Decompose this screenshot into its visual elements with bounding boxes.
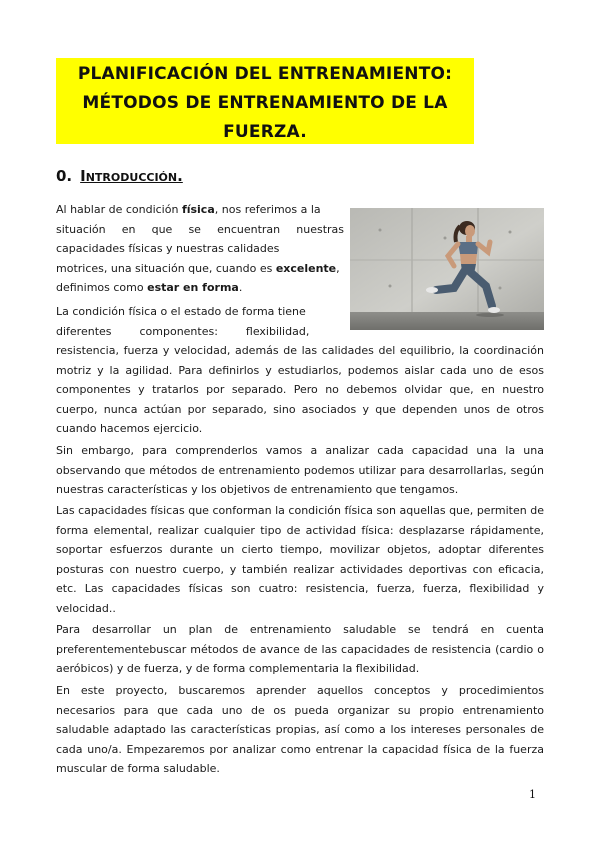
title-line-3: FUERZA. bbox=[223, 122, 307, 142]
p1-line-2: situación en que se encuentran nuestras bbox=[56, 222, 344, 236]
section-title: Introducción. bbox=[80, 167, 183, 185]
p2-line-2: diferentes componentes: flexibilidad, bbox=[56, 324, 310, 338]
paragraph-6: En este proyecto, buscaremos aprender aquellos conceptos y procedimientos necesarios para que cada uno de os pueda organizar su propio entrenamiento saludable adaptado las características propias, así como a los intereses personales de cada uno/a. Empezaremos por analizar como entrenar la capacidad física de la fuerza muscular de forma saludable. bbox=[56, 684, 544, 775]
paragraph-1 bbox=[56, 200, 344, 298]
p2-line-1: La condición física o el estado de forma tiene bbox=[56, 305, 306, 318]
p1-keyword-excelente: excelente bbox=[275, 261, 337, 275]
p1-line-3: capacidades físicas y nuestras calidades bbox=[56, 242, 280, 255]
paragraph-2-start bbox=[56, 302, 344, 341]
runner-photo bbox=[350, 208, 544, 330]
p1-line-1b: , nos referimos a la bbox=[214, 203, 321, 216]
p1-line-5a: definimos como bbox=[56, 281, 148, 294]
p1-keyword-estar-en-forma: estar en forma bbox=[147, 281, 239, 294]
paragraph-4: Las capacidades físicas que conforman la condición física son aquellas que, permiten de forma elemental, realizar cualquier tipo de actividad física: desplazarse rápidamente, soportar esfuerzos durante un cierto tiempo, movilizar objetos, adoptar diferentes posturas con nuestro cuerpo, y también realizar actividades deportivas con eficacia, etc. Las capacidades físicas son cuatro: resistencia, fuerza, fuerza, flexibilidad y velocidad.. bbox=[56, 504, 544, 615]
p1-line-1a: Al hablar de condición bbox=[56, 203, 182, 216]
section-number: 0. bbox=[56, 167, 73, 185]
page-number: 1 bbox=[529, 788, 536, 801]
paragraph-5: Para desarrollar un plan de entrenamiento saludable se tendrá en cuenta preferentementebuscar métodos de avance de las capacidades de resistencia (cardio o aeróbicos) y de fuerza, y de forma complementaria la flexibilidad. bbox=[56, 623, 544, 675]
document-title bbox=[56, 58, 474, 144]
p1-line-5b: . bbox=[238, 281, 243, 294]
paragraph-2-rest: resistencia, fuerza y velocidad, además de las calidades del equilibrio, la coordinación motriz y la agilidad. Para definirlos y estudiarlos, podemos aislar cada uno de esos componentes y tratarlos por separado. Pero no debemos olvidar que, en nuestro cuerpo, nunca actúan por separado, sino asociados y que dependen unos de otros cuando hacemos ejercicio. bbox=[56, 344, 544, 435]
p1-line-4a: motrices, una situación que, cuando es bbox=[56, 261, 276, 275]
p1-keyword-fisica: física bbox=[181, 203, 215, 216]
title-line-1: PLANIFICACIÓN DEL ENTRENAMIENTO: bbox=[77, 64, 453, 84]
title-line-2: MÉTODOS DE ENTRENAMIENTO DE LA bbox=[82, 93, 448, 113]
section-heading bbox=[56, 167, 183, 185]
p1-line-4b: , bbox=[336, 261, 340, 275]
paragraph-3: Sin embargo, para comprenderlos vamos a analizar cada capacidad una la una observando que métodos de entrenamiento podemos utilizar para desarrollarlas, según nuestras características y los objetivos de entrenamiento que tengamos. bbox=[56, 444, 544, 496]
